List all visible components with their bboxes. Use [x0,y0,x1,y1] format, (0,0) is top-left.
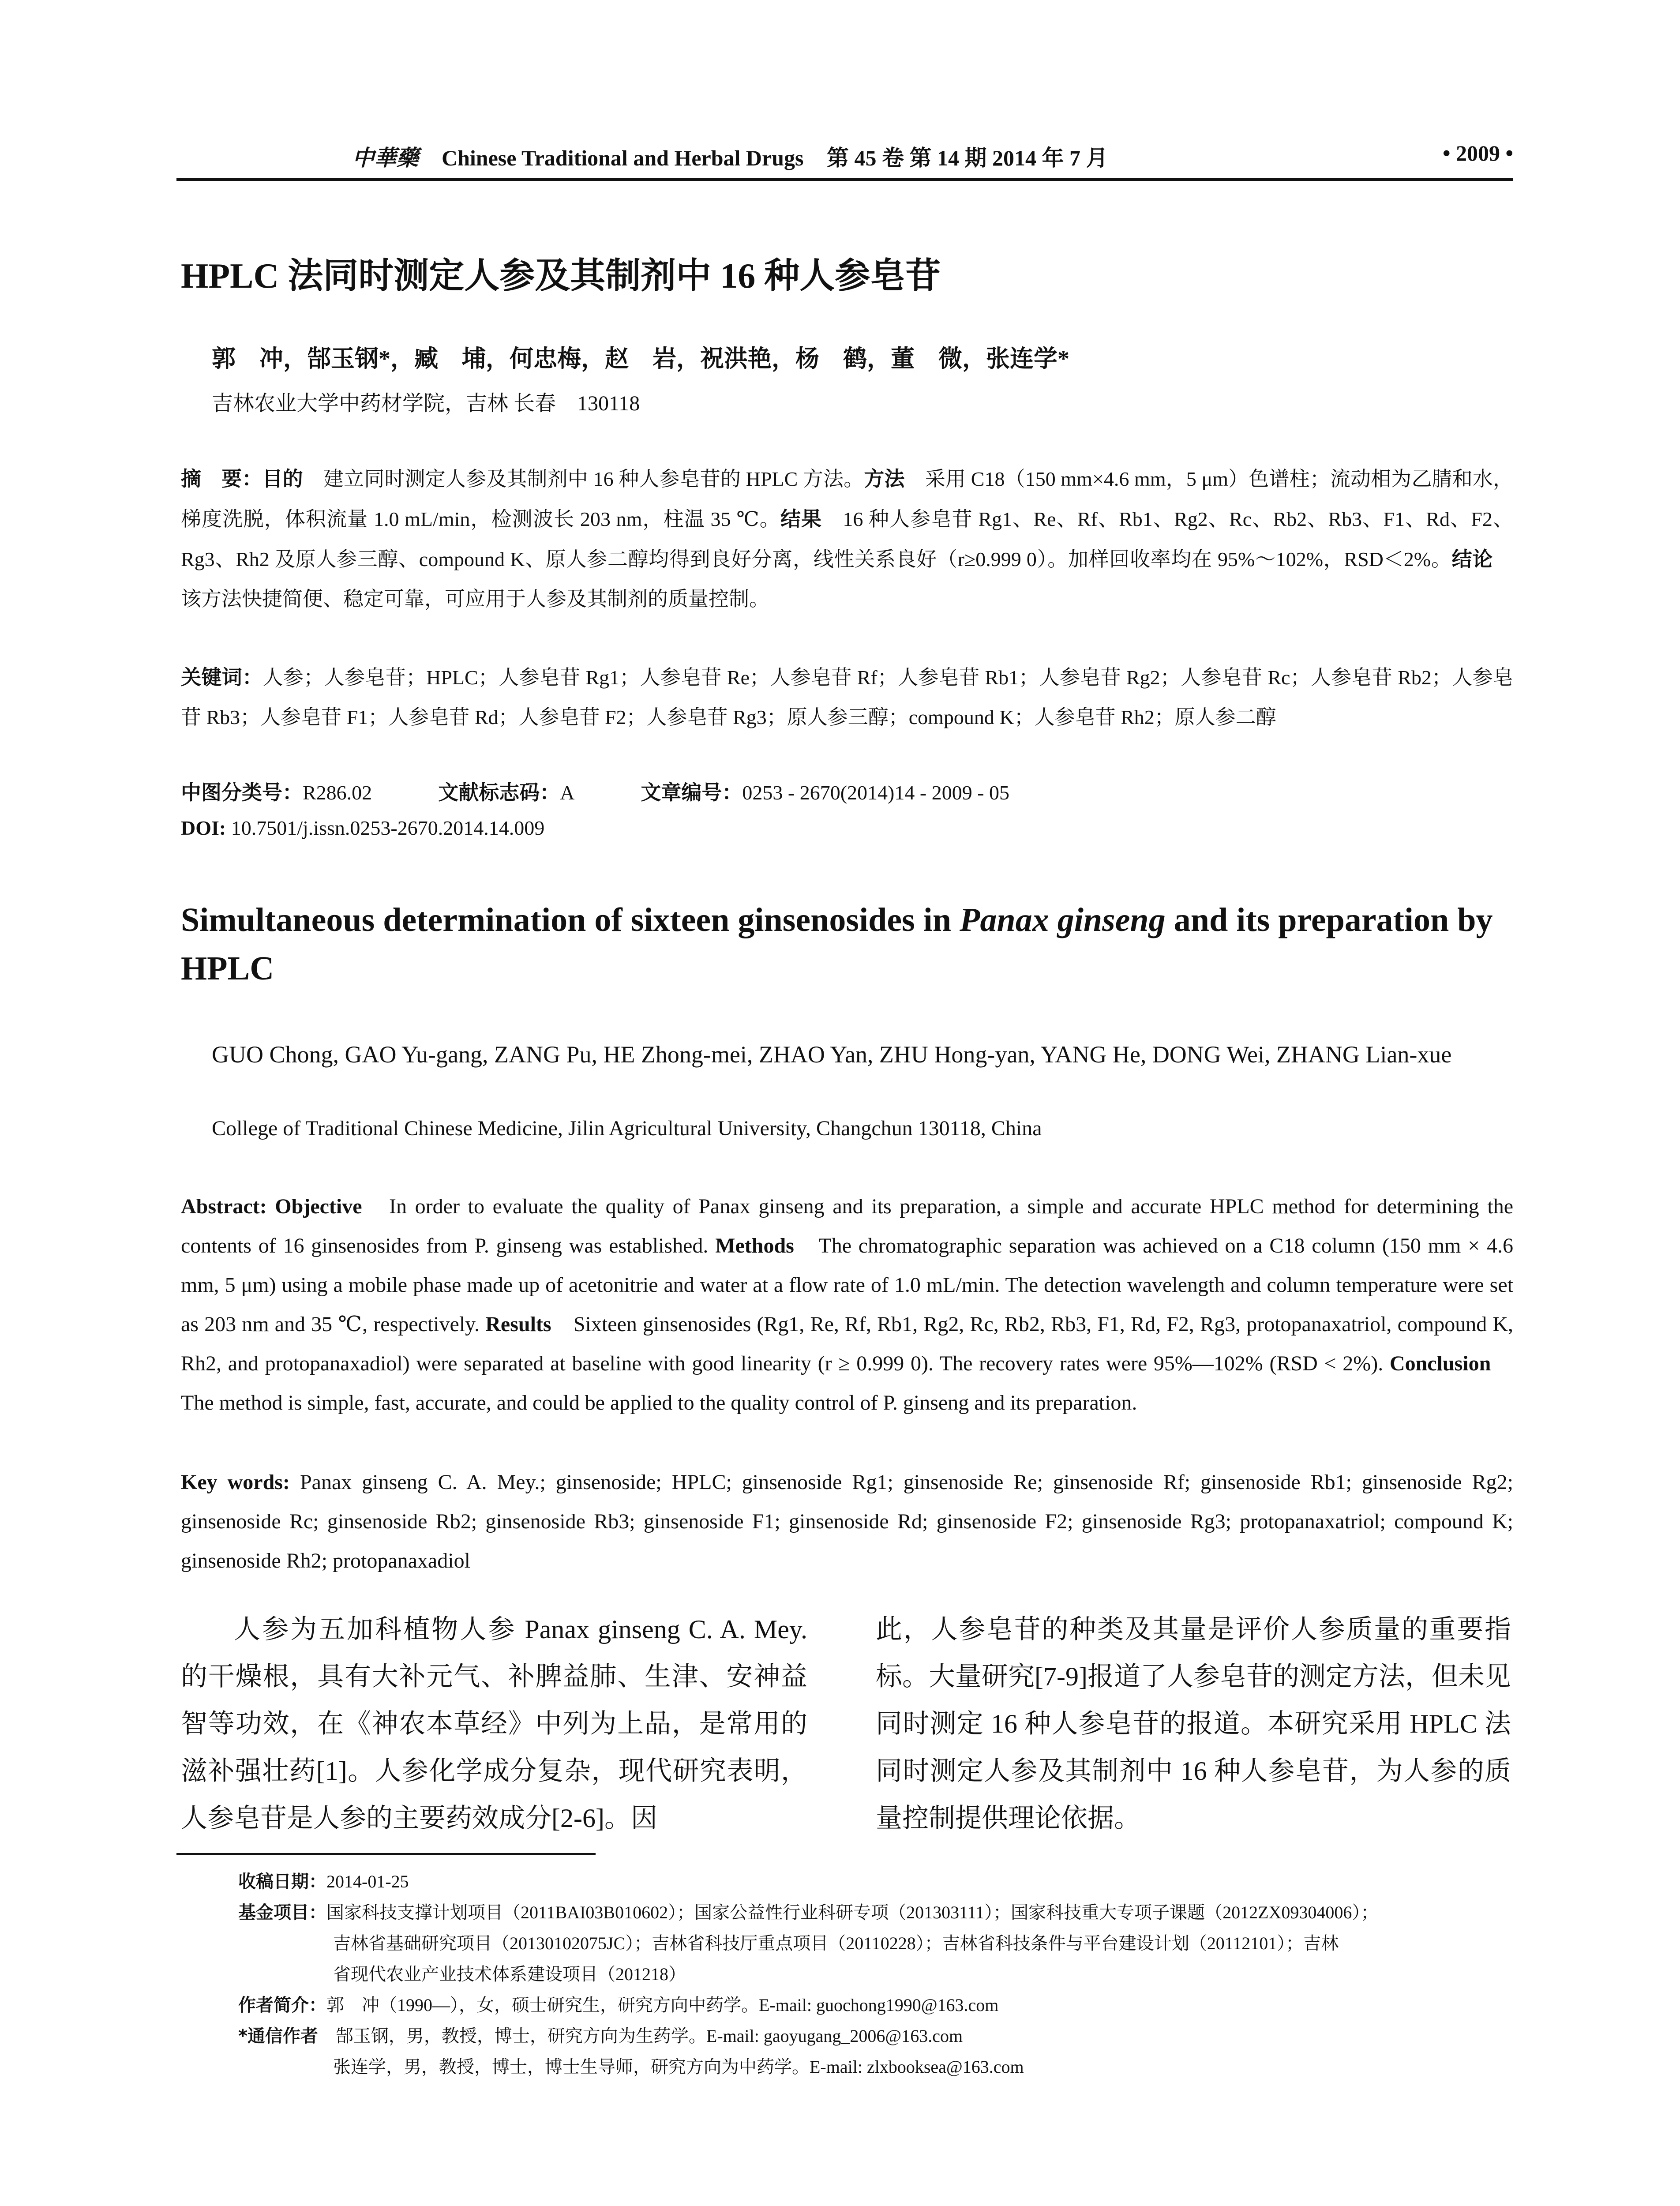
header-rule [176,178,1513,181]
objective-cn: 建立同时测定人参及其制剂中 16 种人参皂苷的 HPLC 方法。 [303,468,864,490]
fund-line-2: 吉林省基础研究项目（20130102075JC）；吉林省科技厅重点项目（20110228）；吉林省科技条件与平台建设计划（20112101）；吉林 [333,1933,1339,1953]
abstract-en [181,1187,1513,1422]
corresponding-label: *通信作者 [238,2026,318,2046]
results-en: Sixteen ginsenosides (Rg1, Re, Rf, Rb1, Rg2, Rc, Rb2, Rb3, F1, Rd, F2, Rg3, protopanaxatriol, compound K, Rh2, and protopanaxadiol) were separated at baseline with good linearity (r ≥ 0.999 0). The recovery rates were 95%—102% (RSD < 2%). [181,1313,1514,1375]
results-cn: 16 种人参皂苷 Rg1、Re、Rf、Rb1、Rg2、Rc、Rb2、Rb3、F1、Rd、F2、Rg3、Rh2 及原人参三醇、compound K、原人参二醇均得到良好分离，线性关系良好（r≥0.999 0）。加样回收率均在 95%～102%，RSD＜2%。 [181,508,1513,570]
running-header [176,140,1513,180]
conclusion-label-en: Conclusion [1389,1352,1491,1375]
journal-info [176,140,1284,172]
affiliation-en: College of Traditional Chinese Medicine, Jilin Agricultural University, Changchun 130118, China [212,1117,1042,1140]
journal-name-cn: 中華藥 [352,146,419,170]
fund-line-1: 国家科技支撑计划项目（2011BAI03B010602）；国家公益性行业科研专项（201303111）；国家科技重大专项子课题（2012ZX09304006）； [326,1902,1379,1922]
conclusion-label-cn: 结论 [1451,547,1493,571]
abstract-label-en: Abstract: Objective [181,1195,362,1218]
classification-row [181,777,1513,806]
methods-en: The chromatographic separation was achieved on a C18 column (150 mm × 4.6 mm, 5 μm) using a mobile phase made up of acetonitrie and water at a flow rate of 1.0 mL/min. The detection wavelength and column temperature were set as 203 nm and 35 ℃, respectively. [181,1234,1513,1336]
title-en [181,896,1513,993]
affiliation-cn: 吉林农业大学中药材学院，吉林 长春 130118 [212,392,640,415]
received-date [238,1866,1513,1897]
title-en-part1: Simultaneous determination of sixteen ginsenosides in [181,901,960,938]
keywords-en [181,1463,1513,1580]
results-label-cn: 结果 [780,507,822,531]
corresponding-author [238,2021,1513,2052]
conclusion-en: The method is simple, fast, accurate, and could be applied to the quality control of P. ginseng and its preparation. [181,1352,1514,1414]
article-no-value: 0253 - 2670(2014)14 - 2009 - 05 [742,781,1010,804]
methods-cn: 采用 C18（150 mm×4.6 mm，5 μm）色谱柱；流动相为乙腈和水，梯度洗脱，体积流量 1.0 mL/min，检测波长 203 nm，柱温 35 ℃。 [181,468,1514,530]
methods-label-cn: 方法 [864,467,905,491]
abstract-cn [181,459,1513,619]
title-cn: HPLC 法同时测定人参及其制剂中 16 种人参皂苷 [181,257,941,296]
doi-row [181,816,1513,840]
doi-value[interactable]: 10.7501/j.issn.0253-2670.2014.14.009 [226,817,545,839]
conclusion-cn: 该方法快捷简便、稳定可靠，可应用于人参及其制剂的质量控制。 [181,548,1513,610]
author-bio [238,1990,1513,2021]
page-number: • 2009 • [1442,141,1513,165]
author-bio-label: 作者简介： [238,1995,326,2015]
keywords-label-en: Key words: [181,1471,290,1494]
keywords-cn [181,657,1513,737]
authors-en: GUO Chong, GAO Yu-gang, ZANG Pu, HE Zhong-mei, ZHAO Yan, ZHU Hong-yan, YANG He, DONG Wei, ZHANG Lian-xue [212,1041,1452,1068]
doc-code-label: 文献标志码： [438,780,560,804]
footnotes [238,1866,1513,2082]
results-label-en: Results [485,1313,551,1336]
authors-cn: 郭 冲，郜玉钢*，臧 埔，何忠梅，赵 岩，祝洪艳，杨 鹤，董 微，张连学* [212,345,1069,372]
class-label: 中图分类号： [181,780,303,804]
journal-name-en: Chinese Traditional and Herbal Drugs [442,146,804,170]
methods-label-en: Methods [715,1234,794,1257]
abstract-label-cn: 摘 要： [181,467,262,491]
body-column-left: 人参为五加科植物人参 Panax ginseng C. A. Mey. 的干燥根，具有大补元气、补脾益肺、生津、安神益智等功效，在《神农本草经》中列为上品，是常用的滋补强壮药[1]。人参化学成分复杂，现代研究表明，人参皂苷是人参的主要药效成分[2-6]。因 [181,1615,807,1833]
doi-label: DOI: [181,817,226,839]
class-value: R286.02 [303,781,372,804]
corresponding-2: 张连学，男，教授，博士，博士生导师，研究方向为中药学。E-mail: zlxbooksea@163.com [333,2057,1024,2077]
received-label: 收稿日期： [238,1872,326,1892]
author-bio-text: 郭 冲（1990—），女，硕士研究生，研究方向中药学。E-mail: guochong1990@163.com [326,1995,999,2015]
doc-code-value: A [560,781,575,804]
body-column-right: 此，人参皂苷的种类及其量是评价人参质量的重要指标。大量研究[7-9]报道了人参皂苷的测定方法，但未见同时测定 16 种人参皂苷的报道。本研究采用 HPLC 法同时测定人参及其制剂中 16 种人参皂苷，为人参的质量控制提供理论依据。 [876,1615,1511,1833]
fund-label: 基金项目： [238,1902,326,1923]
keywords-label-cn: 关键词： [181,665,263,689]
fund-info [238,1897,1513,1928]
objective-en: In order to evaluate the quality of Panax ginseng and its preparation, a simple and accurate HPLC method for determining the contents of 16 ginsenosides from P. ginseng was established. [181,1195,1513,1257]
article-no-label: 文章编号： [641,780,742,804]
issue-info: 第 45 卷 第 14 期 2014 年 7 月 [826,146,1108,170]
corresponding-1: 郜玉钢，男，教授，博士，研究方向为生药学。E-mail: gaoyugang_2006@163.com [318,2026,963,2046]
fund-line-3: 省现代农业产业技术体系建设项目（201218） [333,1964,686,1984]
keywords-text-cn: 人参；人参皂苷；HPLC；人参皂苷 Rg1；人参皂苷 Re；人参皂苷 Rf；人参皂苷 Rb1；人参皂苷 Rg2；人参皂苷 Rc；人参皂苷 Rb2；人参皂苷 Rb3；人参皂苷 F1；人参皂苷 Rd；人参皂苷 F2；人参皂苷 Rg3；原人参三醇；compound K；人参皂苷 Rh2；原人参二醇 [181,666,1513,728]
received-value: 2014-01-25 [326,1872,409,1891]
title-en-part2: and its preparation by HPLC [181,901,1493,987]
title-en-species: Panax ginseng [960,901,1166,938]
objective-label-cn: 目的 [262,467,303,491]
footnote-rule [176,1853,596,1855]
keywords-text-en: Panax ginseng C. A. Mey.; ginsenoside; HPLC; ginsenoside Rg1; ginsenoside Re; ginsenoside Rf; ginsenoside Rb1; ginsenoside Rg2; ginsenoside Rc; ginsenoside Rb2; ginsenoside Rb3; ginsenoside F1; ginsenoside Rd; ginsenoside F2; ginsenoside Rg3; protopanaxatriol; compound K; ginsenoside Rh2; protopanaxadiol [181,1471,1513,1572]
